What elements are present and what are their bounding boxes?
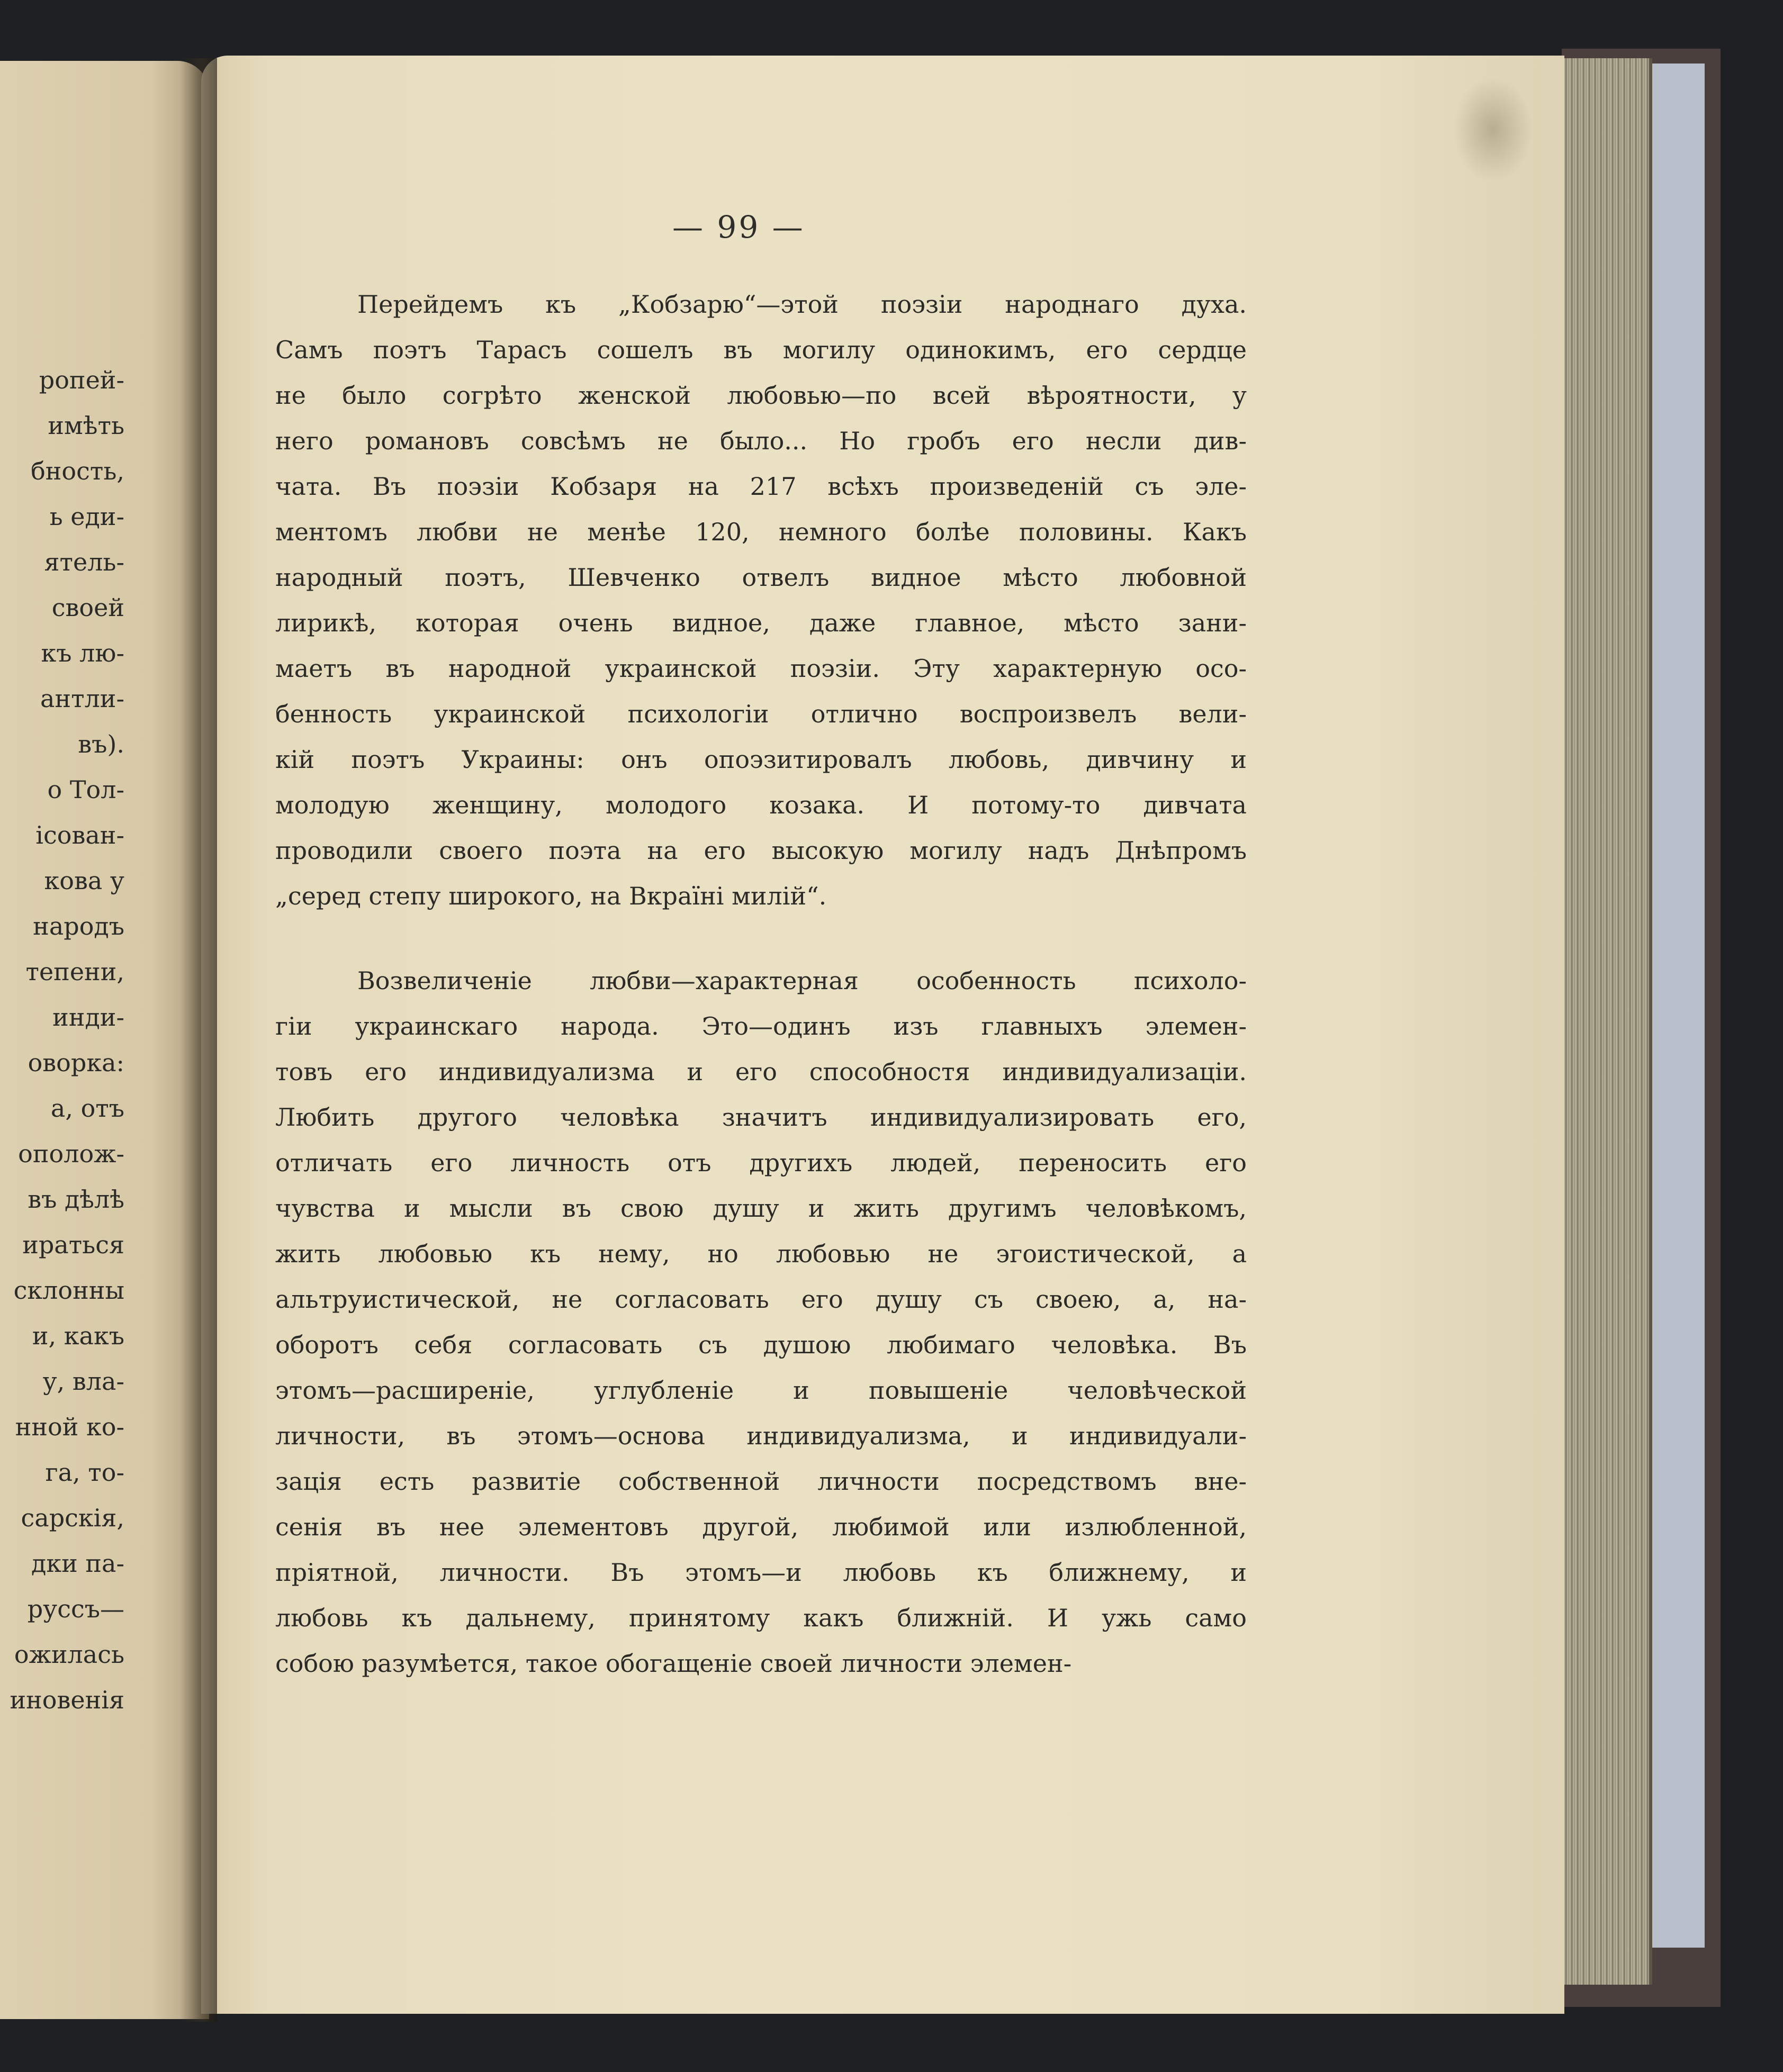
left-text-fragment: иновенія xyxy=(10,1686,124,1714)
text-line: „серед степу широкого, на Вкраїні милій“. xyxy=(275,882,827,910)
text-line: товъ его индивидуализма и его способностя индивидуализаціи. xyxy=(275,1057,1247,1086)
text-line: него романовъ совсѣмъ не было... Но гробъ его несли див- xyxy=(275,427,1247,455)
left-text-fragment: ятель- xyxy=(44,548,124,576)
left-text-fragment: ополож- xyxy=(18,1139,124,1168)
text-line: молодую женщину, молодого козака. И потому-то дивчата xyxy=(275,791,1247,819)
text-line: кій поэтъ Украины: онъ опоэзитировалъ любовь, дивчину и xyxy=(275,745,1247,774)
text-line: не было согрѣто женской любовью—по всей вѣроятности, у xyxy=(275,381,1247,410)
left-text-fragment: оворка: xyxy=(28,1048,124,1077)
left-page xyxy=(0,61,209,2019)
text-line: бенность украинской психологіи отлично воспроизвелъ вели- xyxy=(275,700,1247,728)
left-text-fragment: въ). xyxy=(78,730,124,758)
left-text-fragment: дки па- xyxy=(31,1549,124,1578)
text-line: отличать его личность отъ другихъ людей, переносить его xyxy=(275,1148,1247,1177)
text-line: альтруистической, не согласовать его душу съ своею, а, на- xyxy=(275,1285,1247,1314)
text-line: собою разумѣется, такое обогащеніе своей личности элемен- xyxy=(275,1649,1072,1678)
text-line: гіи украинскаго народа. Это—одинъ изъ главныхъ элемен- xyxy=(275,1012,1247,1040)
paragraph-1 xyxy=(275,282,1247,919)
left-text-fragment: о Тол- xyxy=(47,775,124,804)
left-text-fragment: ропей- xyxy=(39,366,124,394)
left-text-fragment: кова у xyxy=(44,866,124,895)
left-text-fragment: у, вла- xyxy=(42,1367,124,1396)
page-number: — 99 — xyxy=(672,209,805,245)
text-line: жить любовью къ нему, но любовью не эгоистической, а xyxy=(275,1239,1247,1268)
text-line: ментомъ любви не менѣе 120, немного болѣе половины. Какъ xyxy=(275,518,1247,546)
left-text-fragment: народъ xyxy=(33,912,124,940)
left-text-fragment: бность, xyxy=(31,457,124,485)
text-line: народный поэтъ, Шевченко отвелъ видное мѣсто любовной xyxy=(275,563,1247,592)
text-line: чата. Въ поэзіи Кобзаря на 217 всѣхъ произведеній съ эле- xyxy=(275,472,1247,501)
left-text-fragment: своей xyxy=(51,593,124,622)
left-text-fragment: тепени, xyxy=(25,957,124,986)
left-page-text xyxy=(0,357,124,1723)
left-text-fragment: къ лю- xyxy=(41,639,124,667)
text-line: пріятной, личности. Въ этомъ—и любовь къ ближнему, и xyxy=(275,1558,1247,1587)
left-text-fragment: склонны xyxy=(13,1276,124,1305)
left-text-fragment: га, то- xyxy=(45,1458,124,1487)
left-text-fragment: а, отъ xyxy=(50,1094,124,1123)
left-text-fragment: ожилась xyxy=(14,1640,124,1669)
left-text-fragment: антли- xyxy=(40,684,124,713)
left-text-fragment: въ дѣлѣ xyxy=(28,1185,124,1214)
text-line: проводили своего поэта на его высокую могилу надъ Днѣпромъ xyxy=(275,836,1247,865)
text-line: этомъ—расширеніе, углубленіе и повышеніе человѣческой xyxy=(275,1376,1247,1405)
page-edges xyxy=(1556,58,1652,1985)
left-text-fragment: и, какъ xyxy=(32,1322,124,1350)
left-text-fragment: ь еди- xyxy=(49,502,124,531)
text-line: маетъ въ народной украинской поэзіи. Эту характерную осо- xyxy=(275,654,1247,683)
text-line: сенія въ нее элементовъ другой, любимой или излюбленной, xyxy=(275,1513,1247,1541)
left-text-fragment: руссъ— xyxy=(27,1595,124,1623)
left-text-fragment: ісован- xyxy=(35,821,124,849)
text-line: Перейдемъ къ „Кобзарю“—этой поэзіи народнаго духа. xyxy=(357,290,1247,319)
left-text-fragment: инди- xyxy=(52,1003,124,1032)
text-line: Возвеличеніе любви—характерная особенность психоло- xyxy=(357,966,1247,995)
text-line: любовь къ дальнему, принятому какъ ближній. И ужь само xyxy=(275,1604,1247,1632)
left-text-fragment: нной ко- xyxy=(15,1413,124,1441)
text-line: оборотъ себя согласовать съ душою любимаго человѣка. Въ xyxy=(275,1331,1247,1359)
left-text-fragment: имѣть xyxy=(48,411,124,440)
text-line: чувства и мысли въ свою душу и жить другимъ человѣкомъ, xyxy=(275,1194,1247,1223)
paragraph-2 xyxy=(275,958,1247,1686)
text-line: лирикѣ, которая очень видное, даже главное, мѣсто зани- xyxy=(275,609,1247,637)
text-line: Любить другого человѣка значитъ индивидуализировать его, xyxy=(275,1103,1247,1132)
text-line: зація есть развитіе собственной личности посредствомъ вне- xyxy=(275,1467,1247,1496)
left-text-fragment: сарскія, xyxy=(21,1504,124,1532)
page-stain xyxy=(1453,77,1533,183)
text-line: Самъ поэтъ Тарасъ сошелъ въ могилу одинокимъ, его сердце xyxy=(275,336,1247,364)
book-gutter xyxy=(180,58,217,2022)
left-text-fragment: ираться xyxy=(22,1230,124,1259)
text-line: личности, въ этомъ—основа индивидуализма, и индивидуали- xyxy=(275,1422,1247,1450)
